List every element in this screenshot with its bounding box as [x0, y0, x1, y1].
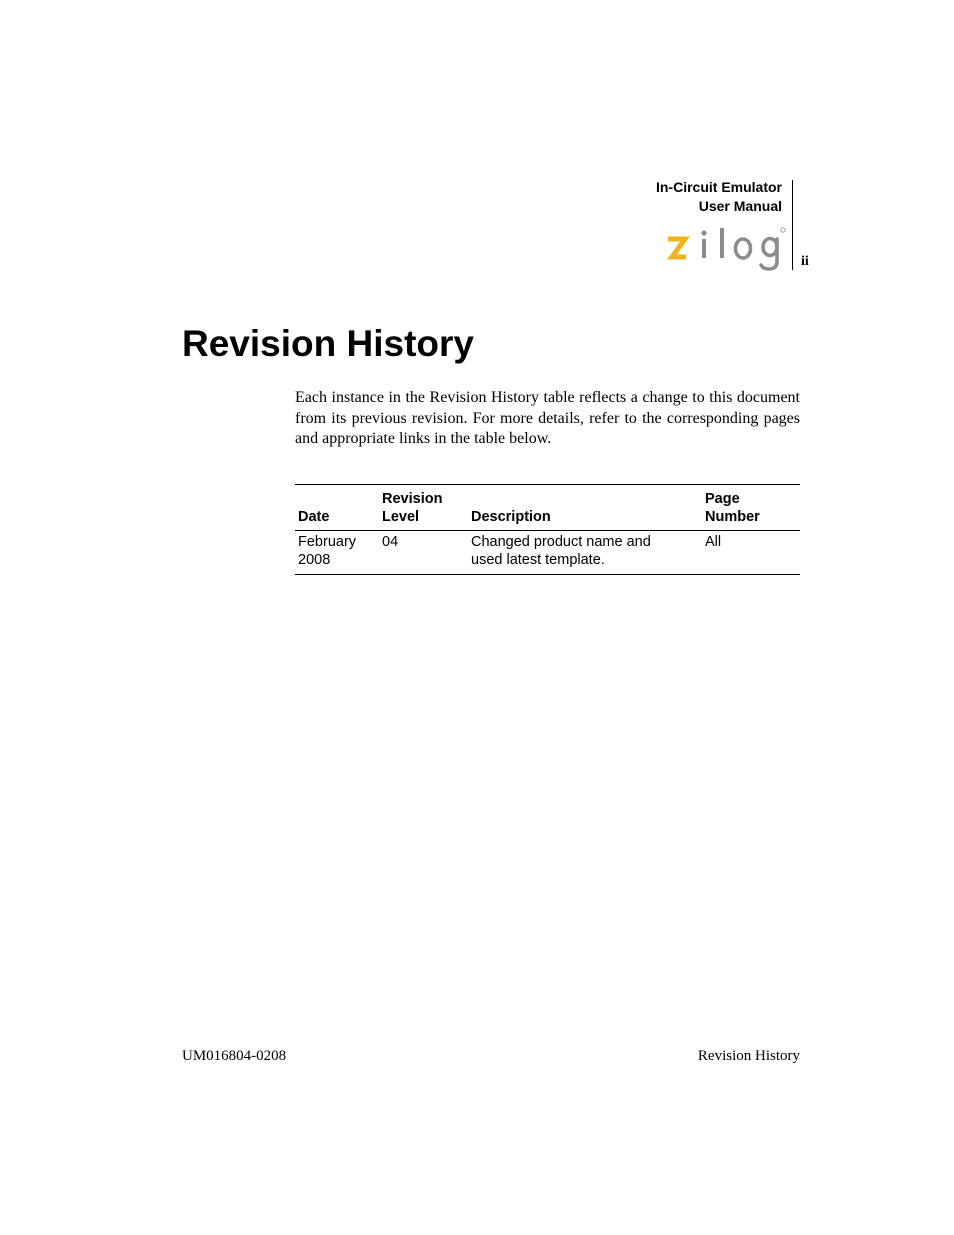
header-description — [468, 485, 702, 531]
cell-page: All — [705, 534, 722, 550]
page-number: ii — [801, 254, 809, 269]
header-date-label: Date — [298, 509, 330, 525]
zilog-logo-graphic — [664, 224, 788, 274]
cell-description — [468, 531, 702, 575]
table-header-row — [295, 485, 800, 531]
header-page-line-1: Page — [705, 491, 740, 507]
footer-doc-id: UM016804-0208 — [182, 1048, 287, 1064]
intro-paragraph: Each instance in the Revision History table reflects a change to this document from its previous revision. For more details, refer to the corresponding pages and appropriate links in the table below. — [295, 389, 800, 447]
header-date — [295, 485, 379, 531]
header-revision-level — [379, 485, 468, 531]
footer-section: Revision History — [697, 1048, 800, 1064]
page-title: Revision History — [182, 323, 474, 364]
cell-date-line-1: February — [298, 534, 357, 550]
header-revision-line-2: Level — [382, 509, 420, 525]
revision-table — [295, 484, 800, 575]
table-row — [295, 531, 800, 575]
zilog-logo — [664, 224, 788, 274]
cell-level: 04 — [382, 534, 399, 550]
header-page-line-2: Number — [705, 509, 760, 525]
header-divider — [792, 180, 793, 270]
cell-description-line-1: Changed product name and — [471, 534, 651, 550]
cell-date-line-2: 2008 — [298, 552, 331, 568]
cell-description-line-2: used latest template. — [471, 552, 605, 568]
cell-date — [295, 531, 379, 575]
header-revision-line-1: Revision — [382, 491, 443, 507]
header-line-1: In-Circuit Emulator — [655, 179, 782, 195]
header-line-2: User Manual — [698, 198, 782, 214]
header-description-label: Description — [471, 509, 551, 525]
header-title — [656, 178, 782, 216]
header-page-number — [702, 485, 800, 531]
